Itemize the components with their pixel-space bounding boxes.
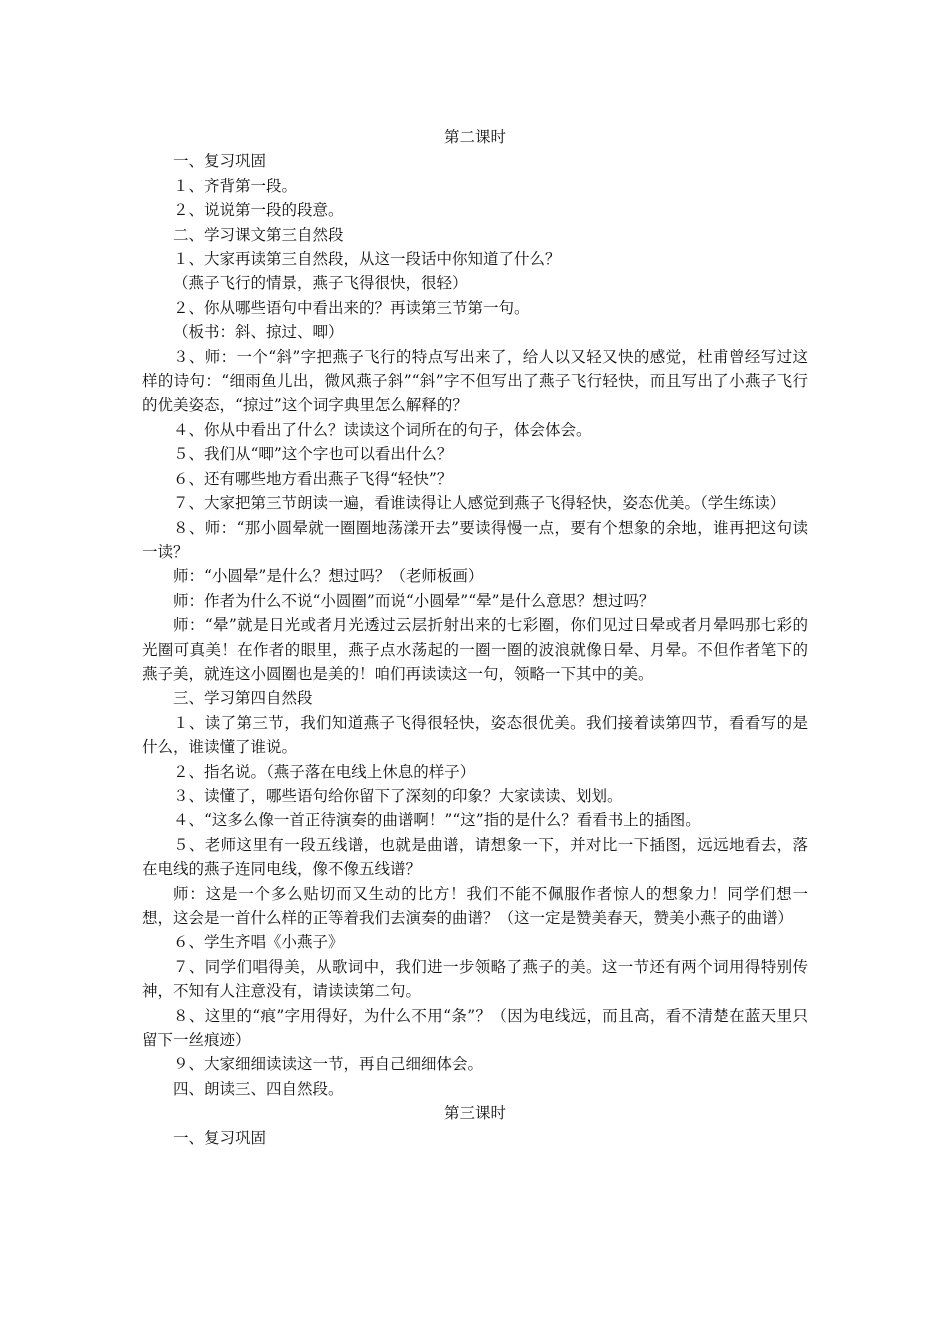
section-heading: 第三课时: [443, 1104, 506, 1123]
paragraph: 四、朗读三、四自然段。: [173, 1079, 344, 1098]
paragraph: （燕子飞行的情景，燕子飞得很快，很轻）: [173, 274, 468, 293]
paragraph: 三、学习第四自然段: [173, 689, 313, 708]
paragraph: ２、指名说。（燕子落在电线上休息的样子）: [173, 762, 476, 781]
paragraph: 师：这是一个多么贴切而又生动的比方！我们不能不佩服作者惊人的想象力！同学们想一想，这会是一首什么样的正等着我们去演奏的曲谱？（这一定是赞美春天，赞美小燕子的曲谱）: [142, 884, 808, 927]
paragraph: ７、大家把第三节朗读一遍，看谁读得让人感觉到燕子飞得轻快，姿态优美。（学生练读）: [173, 494, 786, 513]
paragraph: （板书：斜、掠过、唧）: [173, 323, 344, 342]
section-heading: 第二课时: [443, 128, 506, 146]
paragraph: 一、复习巩固: [173, 1128, 267, 1147]
paragraph: ４、你从中看出了什么？读读这个词所在的句子，体会体会。: [173, 420, 592, 439]
paragraph: ２、说说第一段的段意。: [173, 201, 344, 220]
paragraph: ９、大家细细读读这一节，再自己细细体会。: [173, 1055, 484, 1074]
paragraph: ２、你从哪些语句中看出来的？再读第三节第一句。: [173, 298, 530, 317]
paragraph: 师：作者为什么不说“小圆圈”而说“小圆晕”“晕”是什么意思？想过吗？: [173, 591, 655, 610]
paragraph: １、齐背第一段。: [173, 176, 298, 195]
paragraph: ８、这里的“痕”字用得好，为什么不用“条”？（因为电线远，而且高，看不清楚在蓝天里只留下一丝痕迹）: [142, 1006, 808, 1050]
paragraph: １、大家再读第三自然段，从这一段话中你知道了什么？: [173, 250, 561, 269]
paragraph: ８、师：“那小圆晕就一圈圈地荡漾开去”要读得慢一点，要有个想象的余地，谁再把这句读一读？: [142, 518, 808, 561]
paragraph: ６、还有哪些地方看出燕子飞得“轻快”？: [173, 469, 453, 488]
paragraph: 师：“晕”就是日光或者月光透过云层折射出来的七彩圈，你们见过日晕或者月晕吗那七彩的光圈可真美！在作者的眼里，燕子点水荡起的一圈一圈的波浪就像日晕、月晕。不但作者笔下的燕子美，就连这小圆圈也是美的！咱们再读读这一句，领略一下其中的美。: [142, 616, 808, 683]
paragraph: ４、“这多么像一首正待演奏的曲谱啊！”“这”指的是什么？看看书上的插图。: [173, 811, 701, 830]
paragraph: ３、读懂了，哪些语句给你留下了深刻的印象？大家读读、划划。: [173, 786, 623, 805]
paragraph: 师：“小圆晕”是什么？想过吗？（老师板画）: [173, 567, 484, 586]
paragraph: 一、复习巩固: [173, 152, 267, 171]
paragraph: ６、学生齐唱《小燕子》: [173, 933, 344, 952]
paragraph: ５、我们从“唧”这个字也可以看出什么？: [173, 445, 453, 464]
paragraph: ５、老师这里有一段五线谱，也就是曲谱，请想象一下，并对比一下插图，远远地看去，落在电线的燕子连同电线，像不像五线谱？: [142, 835, 808, 879]
paragraph: 二、学习课文第三自然段: [173, 225, 344, 244]
paragraph: ３、师：一个“斜”字把燕子飞行的特点写出来了，给人以又轻又快的感觉，杜甫曾经写过这样的诗句：“细雨鱼儿出，微风燕子斜”“斜”字不但写出了燕子飞行轻快，而且写出了小燕子飞行的优美姿态，“掠过”这个词字典里怎么解释的？: [142, 347, 808, 415]
paragraph: １、读了第三节，我们知道燕子飞得很轻快，姿态很优美。我们接着读第四节，看看写的是什么，谁读懂了谁说。: [142, 713, 808, 757]
paragraph: ７、同学们唱得美，从歌词中，我们进一步领略了燕子的美。这一节还有两个词用得特别传神，不知有人注意没有，请读读第二句。: [142, 957, 808, 1001]
document-body: [142, 125, 808, 1150]
